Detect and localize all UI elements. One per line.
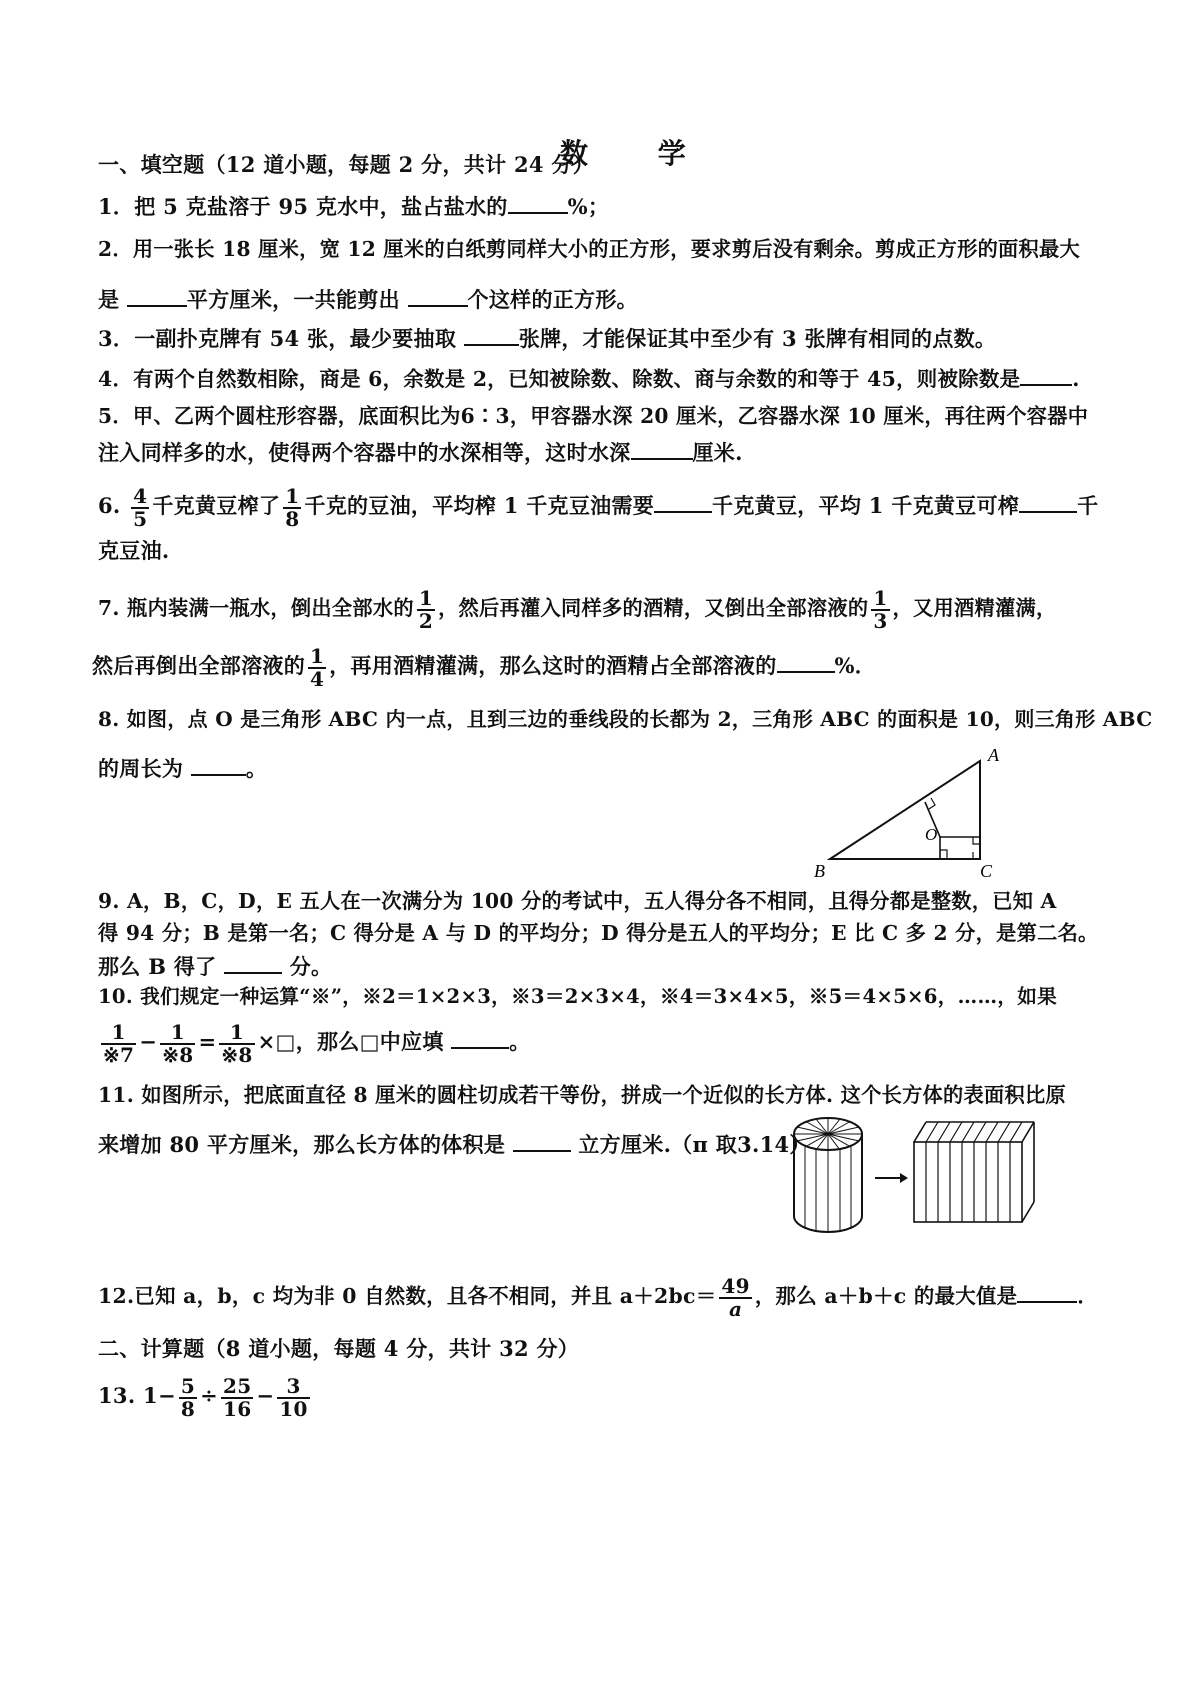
cuboid-icon	[914, 1122, 1034, 1222]
question-10-line-2	[98, 1014, 531, 1070]
q7-text-b: ，然后再灌入同样多的酒精，又倒出全部溶液的	[438, 596, 869, 620]
q6-text-c: 千克黄豆，平均 1 千克黄豆可榨	[712, 493, 1020, 518]
question-5-line-1: 5．甲、乙两个圆柱形容器，底面积比为6∶3，甲容器水深 20 厘米，乙容器水深 10 厘米，再往两个容器中	[98, 404, 1089, 428]
question-7-line-2	[92, 638, 876, 694]
question-8-line-2	[98, 752, 267, 784]
fraction	[160, 1019, 195, 1067]
label-c: C	[980, 861, 993, 881]
denominator: 4	[310, 666, 325, 691]
q6-number: 6.	[98, 493, 121, 518]
question-8-line-1: 8. 如图，点 O 是三角形 ABC 内一点，且到三边的垂线段的长都为 2，三角形 ABC 的面积是 10，则三角形 ABC	[98, 707, 1153, 731]
right-angle-mark	[973, 837, 980, 844]
label-a: A	[988, 745, 999, 765]
page-title: 数 学	[560, 137, 716, 170]
answer-blank[interactable]	[1019, 489, 1077, 513]
numerator: 49	[721, 1273, 750, 1298]
right-angle-mark	[929, 798, 935, 809]
answer-blank[interactable]	[191, 752, 246, 776]
question-7-line-1	[98, 580, 1056, 636]
arrow-right-icon	[875, 1173, 908, 1183]
question-9-line-3	[98, 950, 332, 982]
minus-sign: −	[139, 1029, 158, 1054]
fraction	[131, 483, 149, 531]
answer-blank[interactable]	[464, 322, 519, 346]
question-11-line-2	[98, 1128, 811, 1160]
q6-text-a: 千克黄豆榨了	[152, 493, 281, 518]
right-angle-mark	[940, 850, 947, 859]
answer-blank[interactable]	[224, 950, 282, 974]
divide-sign: ÷	[200, 1383, 218, 1408]
answer-blank[interactable]	[127, 283, 187, 307]
numerator: 1	[418, 585, 434, 610]
denominator: ※8	[221, 1042, 253, 1067]
q5-text-b: 厘米.	[692, 440, 743, 465]
q8-text-a: 的周长为	[98, 756, 191, 781]
answer-blank[interactable]	[1017, 1279, 1077, 1303]
fraction	[179, 1373, 197, 1421]
q7-text-d: 然后再倒出全部溶液的	[92, 653, 305, 678]
numerator: 5	[180, 1373, 196, 1398]
question-2-line-2	[98, 283, 638, 315]
triangle-figure	[810, 744, 1060, 884]
question-12	[98, 1268, 1098, 1324]
q5-text-a: 注入同样多的水，使得两个容器中的水深相等，这时水深	[98, 440, 631, 465]
answer-blank[interactable]	[408, 283, 468, 307]
q11-text-a: 来增加 80 平方厘米，那么长方体的体积是	[98, 1132, 513, 1157]
fraction	[417, 585, 435, 633]
q1-text: 1．把 5 克盐溶于 95 克水中，盐占盐水的	[98, 194, 508, 219]
numerator: 1	[873, 585, 888, 610]
answer-blank[interactable]	[777, 649, 835, 673]
fraction	[719, 1273, 751, 1321]
fraction	[219, 1019, 254, 1067]
answer-blank[interactable]	[451, 1025, 509, 1049]
numerator: 1	[101, 1022, 136, 1045]
denominator: 10	[279, 1396, 308, 1421]
question-1	[98, 190, 609, 222]
question-6-line-1	[98, 478, 1098, 534]
question-9-line-2: 得 94 分；B 是第一名；C 得分是 A 与 D 的平均分；D 得分是五人的平均分；E 比 C 多 2 分，是第二名。	[98, 921, 1099, 945]
denominator: a	[729, 1296, 743, 1321]
q9-text-b: 分。	[282, 954, 333, 979]
q3-text-a: 3．一副扑克牌有 54 张，最少要抽取	[98, 326, 464, 351]
triangle-abc	[830, 761, 980, 859]
question-10-line-1: 10. 我们规定一种运算“※”，※2＝1×2×3，※3＝2×3×4，※4＝3×4×5，※5＝4×5×6，……，如果	[98, 985, 1058, 1008]
q7-text-c: ，又用酒精灌满，	[892, 596, 1057, 620]
question-4	[98, 362, 1080, 394]
q10-text-tail: ×□，那么□中应填	[257, 1029, 452, 1054]
denominator: 2	[418, 608, 434, 633]
question-3	[98, 322, 996, 354]
label-b: B	[814, 861, 825, 881]
fraction	[101, 1019, 136, 1067]
section-2-heading: 二、计算题（8 道小题，每题 4 分，共计 32 分）	[98, 1336, 580, 1361]
denominator: 8	[180, 1396, 196, 1421]
section-1-heading: 一、填空题（12 道小题，每题 2 分，共计 24 分）	[98, 152, 595, 177]
q12-text-b: ，那么 a＋b＋c 的最大值是	[754, 1284, 1018, 1308]
fraction	[871, 585, 889, 633]
fraction	[277, 1373, 309, 1421]
answer-blank[interactable]	[654, 489, 712, 513]
denominator: ※8	[162, 1042, 194, 1067]
q7-text-f: %．	[834, 653, 877, 678]
numerator: 1	[219, 1022, 254, 1045]
q2-text-c: 个这样的正方形。	[467, 287, 638, 312]
fraction	[221, 1373, 253, 1421]
question-5-line-2	[98, 436, 743, 468]
q8-text-b: 。	[245, 756, 268, 781]
q3-text-b: 张牌，才能保证其中至少有 3 张牌有相同的点数。	[518, 326, 997, 351]
cylinder-to-cuboid-figure	[790, 1112, 1065, 1238]
numerator: 1	[310, 643, 325, 668]
label-o: O	[925, 825, 938, 844]
q2-text-a: 是	[98, 287, 127, 312]
question-2-line-1: 2．用一张长 18 厘米，宽 12 厘米的白纸剪同样大小的正方形，要求剪后没有剩余。剪成正方形的面积最大	[98, 237, 1081, 261]
numerator: 25	[222, 1373, 252, 1398]
denominator: 5	[133, 506, 148, 531]
q2-text-b: 平方厘米，一共能剪出	[186, 287, 408, 312]
q4-text-b: .	[1072, 367, 1080, 391]
q7-text-e: ，再用酒精灌满，那么这时的酒精占全部溶液的	[329, 653, 777, 678]
q4-text-a: 4．有两个自然数相除，商是 6，余数是 2，已知被除数、除数、商与余数的和等于 45，则被除数是	[98, 367, 1021, 391]
cylinder-icon	[794, 1118, 862, 1232]
denominator: 8	[285, 506, 300, 531]
q6-text-b: 千克的豆油，平均榨 1 千克豆油需要	[304, 493, 655, 518]
answer-blank[interactable]	[513, 1128, 571, 1152]
question-11-line-1: 11. 如图所示，把底面直径 8 厘米的圆柱切成若干等份，拼成一个近似的长方体. 这个长方体的表面积比原	[98, 1083, 1066, 1107]
q13-number: 13. 1−	[98, 1383, 176, 1408]
numerator: 4	[133, 483, 148, 508]
minus-sign: −	[256, 1383, 275, 1408]
q1-text-end: %；	[567, 194, 610, 219]
q12-text-c: ．	[1077, 1284, 1099, 1308]
q9-text-a: 那么 B 得了	[98, 954, 225, 979]
q7-text-a: 7. 瓶内装满一瓶水，倒出全部水的	[98, 596, 414, 620]
answer-blank[interactable]	[631, 436, 693, 460]
answer-blank[interactable]	[1020, 362, 1072, 386]
equals-sign: =	[198, 1029, 217, 1054]
question-13	[98, 1368, 313, 1424]
q6-text-d: 千	[1077, 493, 1099, 518]
fraction	[308, 643, 326, 691]
denominator: ※7	[103, 1042, 135, 1067]
q10-text-end: 。	[509, 1029, 531, 1054]
q12-text-a: 12.已知 a，b，c 均为非 0 自然数，且各不相同，并且 a＋2bc＝	[98, 1284, 717, 1308]
denominator: 16	[222, 1396, 252, 1421]
question-6-line-2: 克豆油.	[98, 538, 170, 563]
q11-text-b: 立方厘米.（π 取3.14）	[570, 1132, 811, 1157]
question-9-line-1: 9. A，B，C，D，E 五人在一次满分为 100 分的考试中，五人得分各不相同，且得分都是整数，已知 A	[98, 889, 1057, 913]
numerator: 3	[277, 1376, 309, 1399]
denominator: 3	[873, 608, 888, 633]
numerator: 1	[285, 483, 300, 508]
fraction	[283, 483, 301, 531]
numerator: 1	[160, 1022, 195, 1045]
answer-blank[interactable]	[508, 190, 568, 214]
